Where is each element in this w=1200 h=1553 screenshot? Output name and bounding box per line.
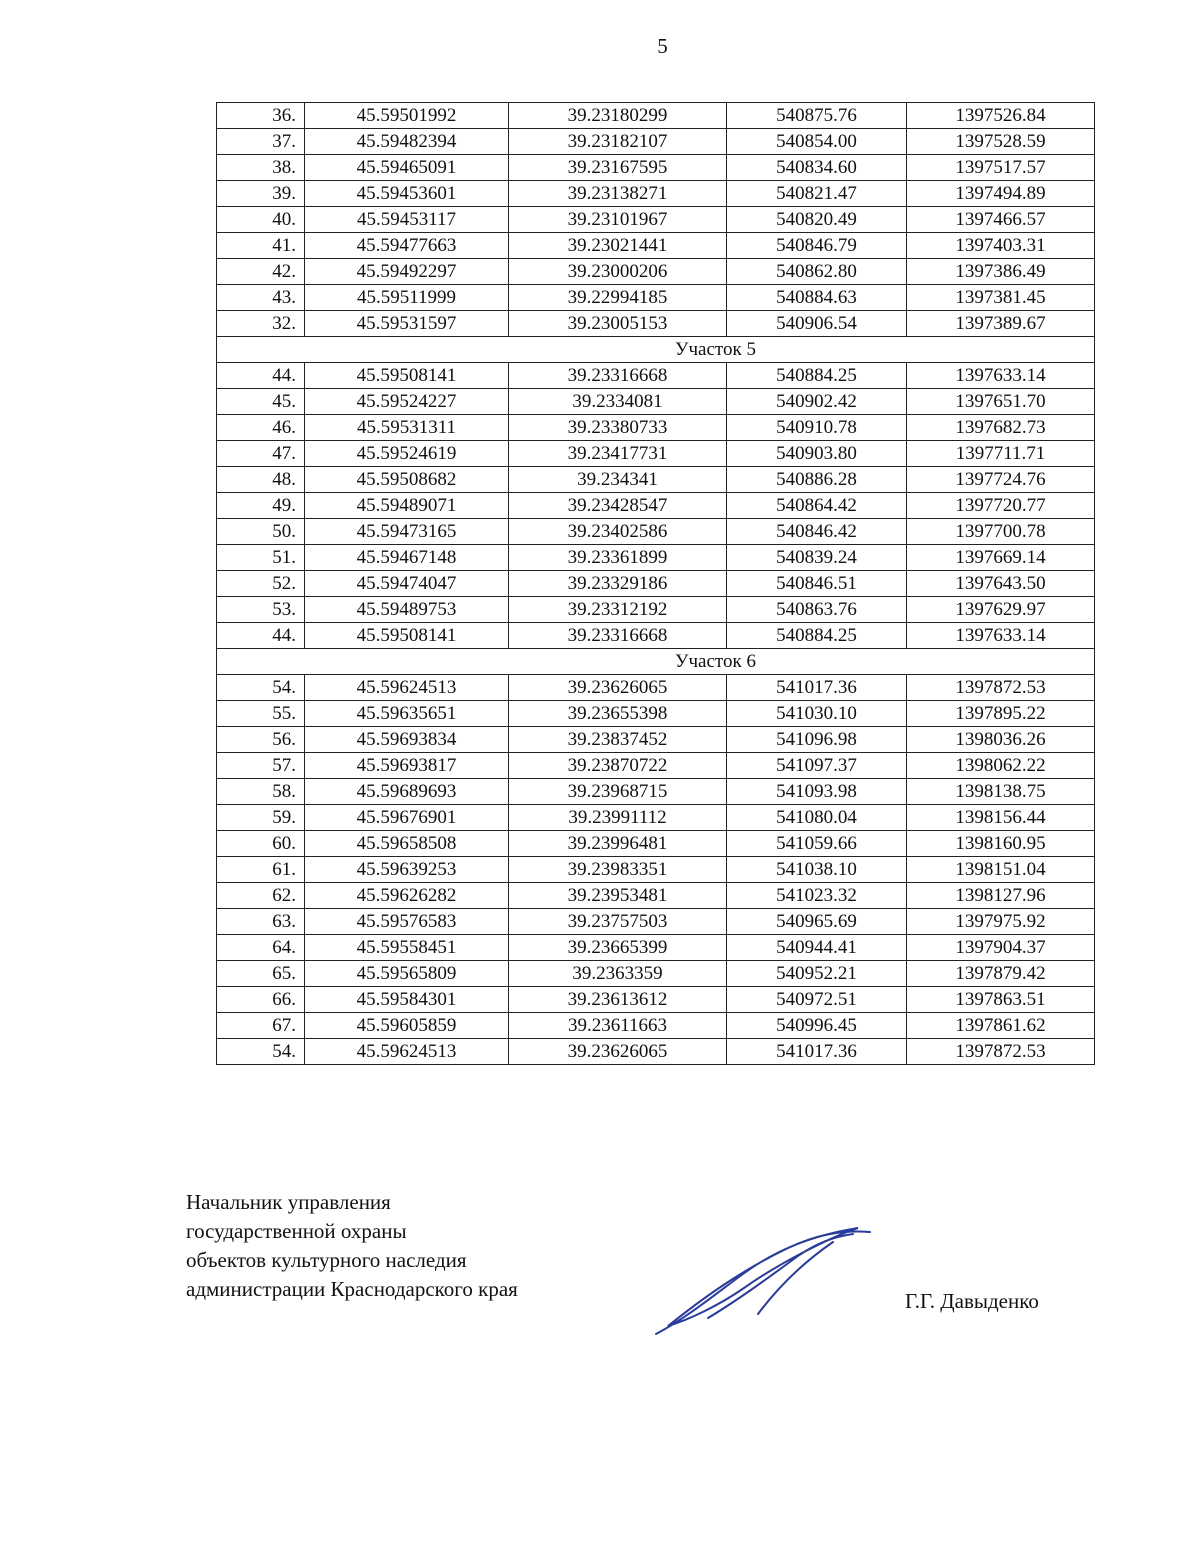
longitude-cell: 39.23953481 <box>509 883 727 909</box>
point-number: 48. <box>217 467 305 493</box>
table-row <box>217 935 1095 961</box>
x-coordinate-cell: 541093.98 <box>727 779 907 805</box>
point-number: 65. <box>217 961 305 987</box>
x-coordinate-cell: 540862.80 <box>727 259 907 285</box>
point-number: 58. <box>217 779 305 805</box>
y-coordinate-cell: 1398127.96 <box>907 883 1095 909</box>
latitude-cell: 45.59639253 <box>305 857 509 883</box>
table-row <box>217 363 1095 389</box>
y-coordinate-cell: 1398156.44 <box>907 805 1095 831</box>
latitude-cell: 45.59492297 <box>305 259 509 285</box>
longitude-cell: 39.23613612 <box>509 987 727 1013</box>
latitude-cell: 45.59465091 <box>305 155 509 181</box>
y-coordinate-cell: 1397861.62 <box>907 1013 1095 1039</box>
longitude-cell: 39.23312192 <box>509 597 727 623</box>
latitude-cell: 45.59693817 <box>305 753 509 779</box>
point-number: 66. <box>217 987 305 1013</box>
x-coordinate-cell: 540884.25 <box>727 623 907 649</box>
latitude-cell: 45.59693834 <box>305 727 509 753</box>
table-row <box>217 155 1095 181</box>
x-coordinate-cell: 540846.42 <box>727 519 907 545</box>
table-row <box>217 883 1095 909</box>
latitude-cell: 45.59576583 <box>305 909 509 935</box>
x-coordinate-cell: 541080.04 <box>727 805 907 831</box>
x-coordinate-cell: 540903.80 <box>727 441 907 467</box>
y-coordinate-cell: 1397651.70 <box>907 389 1095 415</box>
table-row <box>217 519 1095 545</box>
y-coordinate-cell: 1397872.53 <box>907 675 1095 701</box>
latitude-cell: 45.59467148 <box>305 545 509 571</box>
x-coordinate-cell: 541038.10 <box>727 857 907 883</box>
position-line-3: объектов культурного наследия <box>186 1248 467 1272</box>
table-row <box>217 233 1095 259</box>
latitude-cell: 45.59524619 <box>305 441 509 467</box>
longitude-cell: 39.23167595 <box>509 155 727 181</box>
longitude-cell: 39.23428547 <box>509 493 727 519</box>
y-coordinate-cell: 1397633.14 <box>907 363 1095 389</box>
table-row <box>217 675 1095 701</box>
y-coordinate-cell: 1397879.42 <box>907 961 1095 987</box>
y-coordinate-cell: 1398160.95 <box>907 831 1095 857</box>
x-coordinate-cell: 540863.76 <box>727 597 907 623</box>
point-number: 42. <box>217 259 305 285</box>
longitude-cell: 39.23968715 <box>509 779 727 805</box>
point-number: 61. <box>217 857 305 883</box>
longitude-cell: 39.23991112 <box>509 805 727 831</box>
point-number: 54. <box>217 675 305 701</box>
x-coordinate-cell: 540884.25 <box>727 363 907 389</box>
x-coordinate-cell: 541097.37 <box>727 753 907 779</box>
table-row <box>217 961 1095 987</box>
latitude-cell: 45.59624513 <box>305 675 509 701</box>
x-coordinate-cell: 540839.24 <box>727 545 907 571</box>
x-coordinate-cell: 540875.76 <box>727 103 907 129</box>
latitude-cell: 45.59626282 <box>305 883 509 909</box>
table-row <box>217 857 1095 883</box>
x-coordinate-cell: 540902.42 <box>727 389 907 415</box>
point-number: 39. <box>217 181 305 207</box>
y-coordinate-cell: 1397517.57 <box>907 155 1095 181</box>
table-row <box>217 623 1095 649</box>
x-coordinate-cell: 540834.60 <box>727 155 907 181</box>
y-coordinate-cell: 1397711.71 <box>907 441 1095 467</box>
point-number: 38. <box>217 155 305 181</box>
point-number: 40. <box>217 207 305 233</box>
y-coordinate-cell: 1397669.14 <box>907 545 1095 571</box>
table-row <box>217 545 1095 571</box>
y-coordinate-cell: 1397386.49 <box>907 259 1095 285</box>
point-number: 52. <box>217 571 305 597</box>
longitude-cell: 39.2363359 <box>509 961 727 987</box>
point-number: 36. <box>217 103 305 129</box>
signature-position <box>186 1188 518 1304</box>
point-number: 60. <box>217 831 305 857</box>
latitude-cell: 45.59473165 <box>305 519 509 545</box>
x-coordinate-cell: 540952.21 <box>727 961 907 987</box>
point-number: 64. <box>217 935 305 961</box>
x-coordinate-cell: 540864.42 <box>727 493 907 519</box>
y-coordinate-cell: 1397975.92 <box>907 909 1095 935</box>
section-label: Участок 5 <box>217 337 1095 363</box>
point-number: 62. <box>217 883 305 909</box>
y-coordinate-cell: 1398062.22 <box>907 753 1095 779</box>
x-coordinate-cell: 540820.49 <box>727 207 907 233</box>
y-coordinate-cell: 1397720.77 <box>907 493 1095 519</box>
y-coordinate-cell: 1397863.51 <box>907 987 1095 1013</box>
x-coordinate-cell: 540886.28 <box>727 467 907 493</box>
longitude-cell: 39.23996481 <box>509 831 727 857</box>
point-number: 56. <box>217 727 305 753</box>
x-coordinate-cell: 540884.63 <box>727 285 907 311</box>
point-number: 41. <box>217 233 305 259</box>
x-coordinate-cell: 540944.41 <box>727 935 907 961</box>
latitude-cell: 45.59489753 <box>305 597 509 623</box>
latitude-cell: 45.59477663 <box>305 233 509 259</box>
longitude-cell: 39.234341 <box>509 467 727 493</box>
latitude-cell: 45.59676901 <box>305 805 509 831</box>
point-number: 49. <box>217 493 305 519</box>
x-coordinate-cell: 541023.32 <box>727 883 907 909</box>
point-number: 46. <box>217 415 305 441</box>
longitude-cell: 39.23182107 <box>509 129 727 155</box>
longitude-cell: 39.23665399 <box>509 935 727 961</box>
latitude-cell: 45.59565809 <box>305 961 509 987</box>
y-coordinate-cell: 1397633.14 <box>907 623 1095 649</box>
longitude-cell: 39.23417731 <box>509 441 727 467</box>
x-coordinate-cell: 541059.66 <box>727 831 907 857</box>
longitude-cell: 39.23316668 <box>509 363 727 389</box>
x-coordinate-cell: 540965.69 <box>727 909 907 935</box>
latitude-cell: 45.59511999 <box>305 285 509 311</box>
x-coordinate-cell: 540821.47 <box>727 181 907 207</box>
longitude-cell: 39.23870722 <box>509 753 727 779</box>
y-coordinate-cell: 1397904.37 <box>907 935 1095 961</box>
latitude-cell: 45.59508141 <box>305 623 509 649</box>
y-coordinate-cell: 1397403.31 <box>907 233 1095 259</box>
y-coordinate-cell: 1397643.50 <box>907 571 1095 597</box>
latitude-cell: 45.59474047 <box>305 571 509 597</box>
longitude-cell: 39.23757503 <box>509 909 727 935</box>
point-number: 59. <box>217 805 305 831</box>
y-coordinate-cell: 1398036.26 <box>907 727 1095 753</box>
longitude-cell: 39.23837452 <box>509 727 727 753</box>
point-number: 57. <box>217 753 305 779</box>
y-coordinate-cell: 1398138.75 <box>907 779 1095 805</box>
longitude-cell: 39.23626065 <box>509 1039 727 1065</box>
point-number: 50. <box>217 519 305 545</box>
table-row <box>217 909 1095 935</box>
latitude-cell: 45.59635651 <box>305 701 509 727</box>
latitude-cell: 45.59605859 <box>305 1013 509 1039</box>
table-row <box>217 805 1095 831</box>
x-coordinate-cell: 540996.45 <box>727 1013 907 1039</box>
x-coordinate-cell: 540906.54 <box>727 311 907 337</box>
page-number: 5 <box>657 34 668 58</box>
x-coordinate-cell: 541017.36 <box>727 1039 907 1065</box>
longitude-cell: 39.23180299 <box>509 103 727 129</box>
position-line-4: администрации Краснодарского края <box>186 1277 518 1301</box>
point-number: 54. <box>217 1039 305 1065</box>
latitude-cell: 45.59531311 <box>305 415 509 441</box>
table-row <box>217 129 1095 155</box>
section-row <box>217 649 1095 675</box>
latitude-cell: 45.59524227 <box>305 389 509 415</box>
y-coordinate-cell: 1398151.04 <box>907 857 1095 883</box>
longitude-cell: 39.23380733 <box>509 415 727 441</box>
longitude-cell: 39.23361899 <box>509 545 727 571</box>
point-number: 51. <box>217 545 305 571</box>
table-row <box>217 597 1095 623</box>
latitude-cell: 45.59584301 <box>305 987 509 1013</box>
table-row <box>217 441 1095 467</box>
latitude-cell: 45.59624513 <box>305 1039 509 1065</box>
position-line-1: Начальник управления <box>186 1190 391 1214</box>
y-coordinate-cell: 1397895.22 <box>907 701 1095 727</box>
table-row <box>217 207 1095 233</box>
y-coordinate-cell: 1397682.73 <box>907 415 1095 441</box>
point-number: 53. <box>217 597 305 623</box>
latitude-cell: 45.59482394 <box>305 129 509 155</box>
point-number: 32. <box>217 311 305 337</box>
x-coordinate-cell: 540972.51 <box>727 987 907 1013</box>
section-row <box>217 337 1095 363</box>
table-row <box>217 1039 1095 1065</box>
longitude-cell: 39.23000206 <box>509 259 727 285</box>
y-coordinate-cell: 1397700.78 <box>907 519 1095 545</box>
table-row <box>217 753 1095 779</box>
table-row <box>217 467 1095 493</box>
longitude-cell: 39.23005153 <box>509 311 727 337</box>
x-coordinate-cell: 540910.78 <box>727 415 907 441</box>
table-row <box>217 701 1095 727</box>
table-row <box>217 389 1095 415</box>
table-row <box>217 831 1095 857</box>
table-row <box>217 727 1095 753</box>
longitude-cell: 39.22994185 <box>509 285 727 311</box>
point-number: 47. <box>217 441 305 467</box>
y-coordinate-cell: 1397466.57 <box>907 207 1095 233</box>
y-coordinate-cell: 1397494.89 <box>907 181 1095 207</box>
y-coordinate-cell: 1397526.84 <box>907 103 1095 129</box>
x-coordinate-cell: 541096.98 <box>727 727 907 753</box>
latitude-cell: 45.59453601 <box>305 181 509 207</box>
point-number: 55. <box>217 701 305 727</box>
coordinates-table-body <box>217 103 1095 1065</box>
latitude-cell: 45.59453117 <box>305 207 509 233</box>
longitude-cell: 39.23402586 <box>509 519 727 545</box>
point-number: 44. <box>217 623 305 649</box>
longitude-cell: 39.23316668 <box>509 623 727 649</box>
table-row <box>217 493 1095 519</box>
y-coordinate-cell: 1397389.67 <box>907 311 1095 337</box>
longitude-cell: 39.23021441 <box>509 233 727 259</box>
latitude-cell: 45.59501992 <box>305 103 509 129</box>
table-row <box>217 311 1095 337</box>
point-number: 44. <box>217 363 305 389</box>
longitude-cell: 39.23138271 <box>509 181 727 207</box>
point-number: 45. <box>217 389 305 415</box>
longitude-cell: 39.23983351 <box>509 857 727 883</box>
table-row <box>217 415 1095 441</box>
longitude-cell: 39.23101967 <box>509 207 727 233</box>
handwritten-signature <box>648 1222 878 1342</box>
table-row <box>217 259 1095 285</box>
y-coordinate-cell: 1397629.97 <box>907 597 1095 623</box>
latitude-cell: 45.59508682 <box>305 467 509 493</box>
latitude-cell: 45.59489071 <box>305 493 509 519</box>
latitude-cell: 45.59508141 <box>305 363 509 389</box>
point-number: 63. <box>217 909 305 935</box>
longitude-cell: 39.23626065 <box>509 675 727 701</box>
x-coordinate-cell: 540846.79 <box>727 233 907 259</box>
latitude-cell: 45.59531597 <box>305 311 509 337</box>
y-coordinate-cell: 1397528.59 <box>907 129 1095 155</box>
longitude-cell: 39.2334081 <box>509 389 727 415</box>
table-row <box>217 285 1095 311</box>
y-coordinate-cell: 1397381.45 <box>907 285 1095 311</box>
table-row <box>217 181 1095 207</box>
longitude-cell: 39.23655398 <box>509 701 727 727</box>
table-row <box>217 571 1095 597</box>
signer-name: Г.Г. Давыденко <box>905 1289 1039 1313</box>
coordinates-table <box>216 102 1095 1065</box>
longitude-cell: 39.23611663 <box>509 1013 727 1039</box>
section-label: Участок 6 <box>217 649 1095 675</box>
point-number: 67. <box>217 1013 305 1039</box>
position-line-2: государственной охраны <box>186 1219 407 1243</box>
table-row <box>217 1013 1095 1039</box>
y-coordinate-cell: 1397872.53 <box>907 1039 1095 1065</box>
table-row <box>217 103 1095 129</box>
table-row <box>217 779 1095 805</box>
longitude-cell: 39.23329186 <box>509 571 727 597</box>
latitude-cell: 45.59689693 <box>305 779 509 805</box>
x-coordinate-cell: 541030.10 <box>727 701 907 727</box>
y-coordinate-cell: 1397724.76 <box>907 467 1095 493</box>
latitude-cell: 45.59658508 <box>305 831 509 857</box>
point-number: 37. <box>217 129 305 155</box>
x-coordinate-cell: 541017.36 <box>727 675 907 701</box>
latitude-cell: 45.59558451 <box>305 935 509 961</box>
x-coordinate-cell: 540854.00 <box>727 129 907 155</box>
table-row <box>217 987 1095 1013</box>
x-coordinate-cell: 540846.51 <box>727 571 907 597</box>
point-number: 43. <box>217 285 305 311</box>
